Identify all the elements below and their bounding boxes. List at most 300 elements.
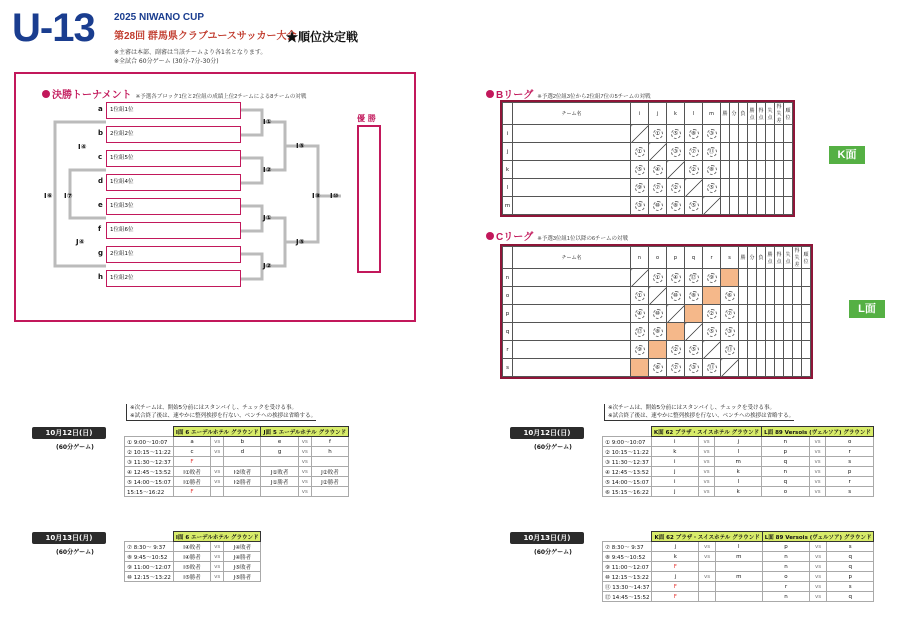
match-time: 9:00～10:07	[133, 439, 168, 446]
match-number: ⑧	[707, 165, 717, 175]
league-header-cell: o	[649, 247, 667, 269]
stat-cell	[802, 269, 811, 287]
away-team: q	[826, 592, 874, 602]
slot-box[interactable]: 1位組5位	[106, 150, 241, 167]
vs-label: vs	[698, 467, 715, 477]
ground-header	[173, 427, 261, 437]
stat-cell	[757, 287, 766, 305]
stat-cell	[766, 143, 775, 161]
schedule-note-2: ※試合終了後は、速やかに整列挨拶を行ない、ベンチへの挨拶は省略する。	[608, 413, 795, 419]
league-header-cell: r	[703, 247, 721, 269]
away-team: q	[826, 562, 874, 572]
time-cell	[603, 437, 652, 447]
match-cell	[667, 287, 685, 305]
match-number: ⑫	[605, 594, 611, 601]
league-b-face: K面	[829, 146, 865, 164]
bracket-line-semi2	[285, 196, 318, 242]
home-team: J①敗者	[261, 467, 298, 477]
home-team: I④敗者	[173, 542, 210, 552]
away-team: h	[311, 447, 348, 457]
match-cell	[631, 323, 649, 341]
time-cell	[125, 457, 174, 467]
vs-label: vs	[298, 457, 311, 467]
stat-cell	[748, 359, 757, 377]
league-row	[503, 179, 793, 197]
league-header-cell: 負	[757, 247, 766, 269]
match-cell	[685, 359, 703, 377]
home-team: c	[173, 447, 210, 457]
home-team: n	[762, 552, 810, 562]
vs-label: vs	[810, 552, 827, 562]
vs-label: vs	[211, 447, 224, 457]
match-time: 9:45～10:52	[133, 554, 168, 561]
slot-box[interactable]: 1位組4位	[106, 174, 241, 191]
stat-cell	[775, 143, 784, 161]
match-number: ⑪	[605, 584, 611, 591]
time-cell	[603, 562, 652, 572]
stat-cell	[784, 305, 793, 323]
league-header-cell: n	[631, 247, 649, 269]
slot-box[interactable]: 2位組2位	[106, 126, 241, 143]
match-number: ①	[605, 439, 610, 446]
vs-label: vs	[699, 552, 716, 562]
match-number: ⑤	[605, 479, 610, 486]
schedule-note-1: ※次チームは、開始5分前にはスタンバイし、チェックを受ける事。	[608, 405, 776, 411]
right-day2-schedule	[602, 531, 874, 602]
home-team: I⑤勝者	[173, 572, 210, 582]
stat-cell	[766, 161, 775, 179]
team-name-header: チーム名	[513, 247, 631, 269]
stat-cell	[757, 125, 766, 143]
ground-name: エーデルホテル グラウンド	[278, 429, 347, 436]
ground-name: Versois (ヴェルソア) グラウンド	[785, 534, 872, 541]
match-label-i2: I②	[263, 166, 272, 174]
home-team: n	[762, 562, 810, 572]
slot-box[interactable]: 1位組2位	[106, 270, 241, 287]
match-number: ①	[635, 147, 645, 157]
stage-title: ★順位決定戦	[286, 30, 359, 44]
league-row	[503, 323, 811, 341]
team-name-cell[interactable]	[513, 179, 631, 197]
stat-cell	[757, 341, 766, 359]
league-row	[503, 269, 811, 287]
home-team: F	[173, 487, 210, 497]
schedule-row	[125, 457, 349, 467]
home-team: n	[762, 437, 810, 447]
league-header-cell: 負	[739, 103, 748, 125]
stat-cell	[739, 323, 748, 341]
stat-cell	[748, 305, 757, 323]
schedule-header-row	[603, 427, 874, 437]
stat-cell	[730, 125, 739, 143]
stat-cell	[739, 287, 748, 305]
league-row	[503, 287, 811, 305]
stat-cell	[784, 287, 793, 305]
away-team: J⑤勝者	[224, 572, 261, 582]
away-team: J②敗者	[311, 467, 348, 477]
row-letter: m	[503, 197, 513, 215]
ground-face: J面	[263, 429, 272, 436]
match-cell	[703, 341, 721, 359]
stat-cell	[775, 269, 784, 287]
time-cell	[603, 572, 652, 582]
away-team	[715, 582, 762, 592]
ground-header	[651, 427, 761, 437]
match-cell	[703, 287, 721, 305]
stat-cell	[784, 323, 793, 341]
stat-cell	[757, 197, 766, 215]
vs-label: vs	[698, 457, 715, 467]
match-label-j5: J⑤	[296, 238, 305, 246]
match-number: ②	[127, 449, 132, 456]
schedule-row	[125, 487, 349, 497]
league-c-title: Cリーグ ※予選3位組1位以降の6チームの対戦	[486, 228, 628, 243]
match-label-i7: I⑦	[64, 192, 73, 200]
match-number: ③	[635, 201, 645, 211]
stat-cell	[766, 269, 775, 287]
away-team: k	[715, 467, 762, 477]
slot-letter: f	[98, 225, 102, 233]
match-cell	[649, 341, 667, 359]
row-letter: q	[503, 323, 513, 341]
vs-label	[699, 582, 716, 592]
match-number: ⑧	[127, 554, 132, 561]
row-letter: s	[503, 359, 513, 377]
ground-number: 89	[775, 534, 784, 541]
schedule-header-row	[603, 532, 874, 542]
vs-label: vs	[809, 447, 826, 457]
match-cell	[631, 269, 649, 287]
home-team: o	[762, 572, 810, 582]
league-header-cell: k	[667, 103, 685, 125]
bracket-line-semi1	[285, 146, 341, 196]
time-cell	[603, 552, 652, 562]
match-number: ④	[127, 469, 132, 476]
match-time: 9:00～10:07	[611, 439, 646, 446]
ground-number: 62	[666, 534, 674, 541]
team-name-header: チーム名	[513, 103, 631, 125]
away-team: I②勝者	[224, 477, 261, 487]
league-header-cell: i	[631, 103, 649, 125]
home-team	[261, 487, 298, 497]
match-time: 12:15～13:22	[611, 574, 649, 581]
match-number: ⑩	[127, 574, 132, 581]
schedule-row	[125, 552, 261, 562]
stat-cell	[757, 305, 766, 323]
league-row	[503, 125, 793, 143]
schedule-row	[603, 572, 874, 582]
home-team: j	[651, 467, 698, 477]
ground-header	[261, 427, 349, 437]
right-day1-label: 10月12日(日)	[510, 427, 584, 439]
match-number: ⑫	[635, 327, 645, 337]
time-cell	[125, 437, 174, 447]
home-team: F	[652, 582, 699, 592]
schedule-spacer	[125, 532, 174, 542]
vs-label: vs	[298, 467, 311, 477]
league-header-cell: 得失差	[794, 248, 800, 268]
stat-cell	[784, 197, 793, 215]
away-team: p	[826, 572, 874, 582]
stat-cell	[721, 179, 730, 197]
stat-cell	[748, 125, 757, 143]
team-name-cell[interactable]	[513, 323, 631, 341]
match-cell	[649, 179, 667, 197]
match-number: ⑤	[689, 201, 699, 211]
time-cell	[125, 572, 174, 582]
slot-letter: b	[98, 129, 104, 137]
ground-face: L面	[764, 429, 774, 436]
stat-cell	[793, 287, 802, 305]
vs-label: vs	[810, 562, 827, 572]
ground-name: プラザ・スイスホテル グラウンド	[675, 429, 760, 436]
slot-letter: e	[98, 201, 103, 209]
right-day1-schedule	[602, 426, 874, 497]
stat-cell	[730, 143, 739, 161]
home-team: p	[762, 447, 810, 457]
away-team: r	[826, 477, 874, 487]
left-day1-schedule	[124, 426, 349, 497]
vs-label: vs	[298, 487, 311, 497]
match-cell	[685, 179, 703, 197]
match-time: 12:15～13:22	[133, 574, 171, 581]
league-header-cell: 順位	[784, 103, 793, 125]
slot-box[interactable]: 1位組6位	[106, 222, 241, 239]
row-letter: p	[503, 305, 513, 323]
stat-cell	[802, 341, 811, 359]
match-time: 9:45～10:52	[611, 554, 646, 561]
home-team: r	[762, 582, 810, 592]
team-name-cell[interactable]	[513, 143, 631, 161]
team-name-cell[interactable]	[513, 269, 631, 287]
stat-cell	[739, 179, 748, 197]
ground-header	[762, 427, 874, 437]
slot-box[interactable]: 1位組1位	[106, 102, 241, 119]
match-label-i8: I⑧	[312, 192, 321, 200]
stat-cell	[739, 359, 748, 377]
match-cell	[685, 287, 703, 305]
match-time: 13:30～14:37	[612, 584, 650, 591]
league-row	[503, 341, 811, 359]
ground-face: L面	[764, 534, 774, 541]
home-team: p	[762, 542, 810, 552]
league-header-cell: 得失差	[776, 104, 782, 124]
match-number: ⑪	[707, 147, 717, 157]
ground-name: プラザ・スイスホテル グラウンド	[675, 534, 760, 541]
match-cell	[721, 287, 739, 305]
match-cell	[703, 179, 721, 197]
match-cell	[667, 125, 685, 143]
match-label-j1: J①	[263, 214, 272, 222]
match-cell	[685, 305, 703, 323]
stat-cell	[739, 269, 748, 287]
vs-label: vs	[810, 542, 827, 552]
league-header-cell: 勝	[739, 247, 748, 269]
row-letter: l	[503, 179, 513, 197]
slot-box[interactable]: 2位組1位	[106, 246, 241, 263]
stat-cell	[748, 287, 757, 305]
match-number: ⑨	[707, 273, 717, 283]
time-cell	[125, 552, 174, 562]
corner-cell	[503, 247, 513, 269]
match-cell	[631, 287, 649, 305]
stat-cell	[775, 323, 784, 341]
match-cell	[667, 197, 685, 215]
match-label-j4: J④	[76, 238, 85, 246]
right-day2-label: 10月13日(月)	[510, 532, 584, 544]
away-team: o	[826, 437, 874, 447]
match-number: ③	[689, 363, 699, 373]
team-name-cell[interactable]	[513, 305, 631, 323]
league-c-table	[502, 246, 811, 377]
stat-cell	[757, 143, 766, 161]
row-letter: k	[503, 161, 513, 179]
left-day1-label: 10月12日(日)	[32, 427, 106, 439]
match-number: ②	[671, 345, 681, 355]
slot-box[interactable]: 1位組3位	[106, 198, 241, 215]
stat-cell	[766, 305, 775, 323]
ground-face: K面	[653, 429, 664, 436]
stat-cell	[721, 125, 730, 143]
schedule-spacer	[603, 427, 652, 437]
team-name-cell[interactable]	[513, 161, 631, 179]
stat-cell	[793, 359, 802, 377]
match-number: ⑧	[689, 129, 699, 139]
match-label-i5: I⑤	[296, 142, 305, 150]
time-cell	[603, 477, 652, 487]
away-team	[224, 457, 261, 467]
match-cell	[649, 197, 667, 215]
team-name-cell[interactable]	[513, 197, 631, 215]
match-cell	[631, 179, 649, 197]
vs-label: vs	[699, 542, 716, 552]
match-label-i4: I④	[78, 143, 87, 151]
time-cell	[125, 487, 174, 497]
match-number: ④	[671, 273, 681, 283]
row-letter: n	[503, 269, 513, 287]
league-header-cell: 失点	[766, 103, 775, 125]
stat-cell	[775, 179, 784, 197]
home-team: F	[652, 562, 699, 572]
team-name-cell[interactable]	[513, 359, 631, 377]
schedule-spacer	[603, 532, 652, 542]
stat-cell	[793, 305, 802, 323]
league-header-cell: j	[649, 103, 667, 125]
league-header-cell: l	[685, 103, 703, 125]
time-cell	[603, 542, 652, 552]
home-team: j	[652, 572, 699, 582]
team-name-cell[interactable]	[513, 287, 631, 305]
vs-label: vs	[298, 447, 311, 457]
match-number: ④	[653, 165, 663, 175]
match-cell	[649, 143, 667, 161]
knockout-subtitle: ※予選各ブロック1位と2位組の成績上位2チームによる8チームの対戦	[135, 94, 307, 100]
match-cell	[703, 323, 721, 341]
time-cell	[125, 467, 174, 477]
slot-letter: h	[98, 273, 103, 281]
home-team: k	[652, 552, 699, 562]
match-number: ⑧	[605, 554, 610, 561]
stat-cell	[775, 341, 784, 359]
stat-cell	[748, 161, 757, 179]
match-number: ②	[671, 183, 681, 193]
vs-label	[699, 592, 716, 602]
league-header-cell: 分	[748, 247, 757, 269]
match-cell	[649, 125, 667, 143]
winner-box[interactable]	[357, 125, 381, 273]
home-team	[261, 457, 298, 467]
home-team: I④勝者	[173, 552, 210, 562]
match-cell	[667, 179, 685, 197]
league-header-cell: 得点	[775, 247, 784, 269]
match-time: 15:15～16:22	[127, 489, 165, 496]
home-team: i	[651, 477, 698, 487]
vs-label: vs	[699, 572, 716, 582]
match-cell	[703, 143, 721, 161]
row-letter: j	[503, 143, 513, 161]
time-cell	[603, 582, 652, 592]
home-team: q	[762, 477, 810, 487]
match-number: ①	[653, 129, 663, 139]
schedule-row	[603, 467, 874, 477]
match-time: 10:15～11:22	[133, 449, 171, 456]
winner-label: 優 勝	[357, 114, 376, 123]
schedule-row	[603, 562, 874, 572]
match-number: ⑤	[707, 183, 717, 193]
match-cell	[685, 323, 703, 341]
ground-face: I面	[175, 534, 184, 541]
bracket-line-gh	[241, 254, 262, 279]
match-cell	[685, 341, 703, 359]
schedule-row	[603, 437, 874, 447]
ground-face: I面	[175, 429, 184, 436]
match-number: ③	[127, 459, 132, 466]
vs-label: vs	[211, 572, 224, 582]
match-cell	[685, 197, 703, 215]
away-team: s	[826, 487, 874, 497]
team-name-cell[interactable]	[513, 125, 631, 143]
schedule-row	[603, 477, 874, 487]
league-header-cell: m	[703, 103, 721, 125]
match-number: ⑦	[653, 183, 663, 193]
match-number: ②	[605, 449, 610, 456]
match-cell	[685, 125, 703, 143]
away-team: s	[826, 542, 874, 552]
vs-label: vs	[809, 477, 826, 487]
match-cell	[667, 269, 685, 287]
away-team	[224, 487, 261, 497]
match-number: ⑥	[605, 489, 610, 496]
match-cell	[685, 161, 703, 179]
schedule-row	[603, 582, 874, 592]
away-team: J⑤敗者	[224, 562, 261, 572]
away-team: k	[715, 487, 762, 497]
league-c-table-wrap	[500, 244, 813, 379]
match-cell	[649, 269, 667, 287]
match-number: ⑨	[635, 183, 645, 193]
ground-number: 5	[272, 429, 277, 436]
stat-cell	[784, 359, 793, 377]
left-day2-mins: (60分ゲーム)	[56, 549, 94, 556]
away-team: s	[826, 457, 874, 467]
stat-cell	[757, 269, 766, 287]
vs-label: vs	[809, 457, 826, 467]
right-schedule-notes	[604, 404, 794, 421]
match-number: ⑩	[605, 574, 610, 581]
team-name-cell[interactable]	[513, 341, 631, 359]
league-header-cell: 勝点	[766, 247, 775, 269]
match-number: ③	[671, 147, 681, 157]
